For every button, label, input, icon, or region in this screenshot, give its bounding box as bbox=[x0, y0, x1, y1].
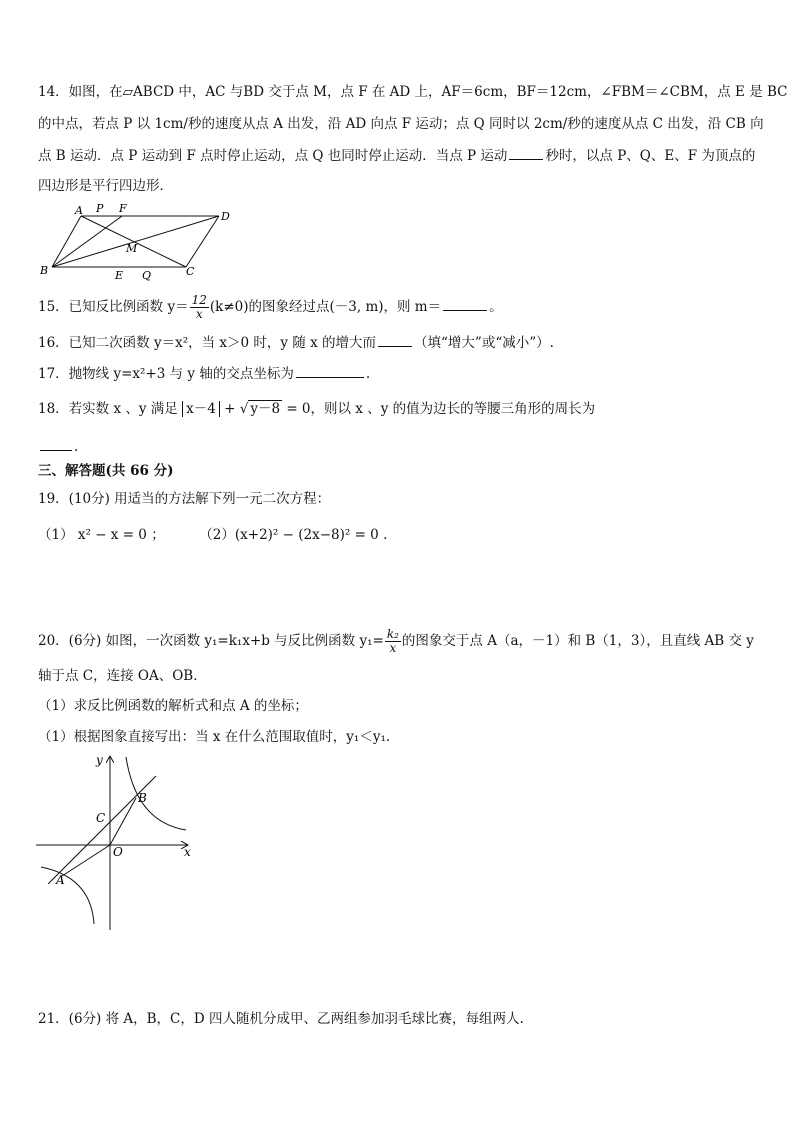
label-x: x bbox=[184, 845, 191, 859]
section-3-title: 三、解答题(共 66 分) bbox=[38, 463, 174, 479]
q21: 21．(6分) 将 A，B，C，D 四人随机分成甲、乙两组参加羽毛球比赛，每组两人. bbox=[38, 1011, 524, 1027]
q20-frac-den: x bbox=[389, 641, 397, 655]
q15 bbox=[38, 292, 503, 322]
q19-part1: （1） x² − x = 0 ； bbox=[38, 527, 165, 543]
q15-mid: (k≠0)的图象经过点(－3, m)，则 m＝ bbox=[209, 299, 442, 315]
label-B: B bbox=[40, 264, 49, 277]
q18 bbox=[38, 400, 595, 418]
q18-answer-blank bbox=[40, 437, 72, 451]
q17-prefix: 17．抛物线 y=x²+3 与 y 轴的交点坐标为 bbox=[38, 366, 294, 382]
q18-plus: + bbox=[219, 401, 240, 417]
label-C: C bbox=[186, 265, 195, 278]
q20-frac-num: k₂ bbox=[386, 627, 399, 641]
q14-line3 bbox=[38, 146, 755, 165]
q17 bbox=[38, 364, 370, 383]
q14-line2: 的中点，若点 P 以 1cm/秒的速度从点 A 出发，沿 AD 向点 F 运动；点 Q 同时以 2cm/秒的速度从点 C 出发，沿 CB 向 bbox=[38, 116, 764, 132]
label-C: C bbox=[96, 811, 106, 825]
q18-abs: x－4 bbox=[182, 401, 220, 417]
q14-parallelogram-figure bbox=[36, 200, 236, 282]
q18-sqrt: y－8 bbox=[250, 401, 281, 417]
q14-line4: 四边形是平行四边形． bbox=[38, 178, 173, 194]
q19-title: 19．(10分) 用适当的方法解下列一元二次方程： bbox=[38, 491, 331, 507]
q18-end: . bbox=[74, 439, 79, 455]
q14-line3b: 秒时，以点 P、Q、E、F 为顶点的 bbox=[545, 148, 756, 164]
q14-answer-blank bbox=[509, 146, 543, 160]
label-B: B bbox=[138, 791, 147, 805]
q16-end: （填“增大”或“减小”）. bbox=[414, 335, 554, 351]
q15-frac-den: x bbox=[195, 307, 203, 321]
q19-part2: （2）(x+2)² − (2x−8)² = 0 . bbox=[199, 527, 388, 543]
q20-graph-figure bbox=[36, 752, 206, 934]
label-Q: Q bbox=[142, 269, 152, 282]
q18-suffix: ，则以 x 、y 的值为边长的等腰三角形的周长为 bbox=[310, 401, 596, 417]
q17-end: . bbox=[365, 366, 371, 382]
q17-answer-blank bbox=[296, 364, 364, 378]
label-D: D bbox=[221, 210, 230, 223]
q20-fraction bbox=[385, 628, 401, 655]
q20-line1 bbox=[38, 626, 754, 656]
label-O: O bbox=[113, 845, 123, 859]
q20-line1-prefix: 20．(6分) 如图，一次函数 y₁=k₁x+b 与反比例函数 y₁= bbox=[38, 633, 384, 649]
q18-prefix: 18．若实数 x 、y 满足 bbox=[38, 401, 183, 417]
label-P: P bbox=[96, 202, 104, 215]
label-E: E bbox=[115, 269, 124, 282]
label-M: M bbox=[126, 242, 138, 255]
label-A: A bbox=[75, 204, 83, 217]
q15-end: 。 bbox=[489, 299, 503, 315]
q15-prefix: 15．已知反比例函数 y＝ bbox=[38, 299, 189, 315]
q15-frac-num: 12 bbox=[191, 293, 207, 307]
label-A: A bbox=[56, 873, 65, 887]
q19-parts bbox=[38, 526, 387, 544]
q15-answer-blank bbox=[443, 297, 487, 311]
q20-line1-suffix: 的图象交于点 A（a，－1）和 B（1，3），且直线 AB 交 y bbox=[401, 633, 754, 649]
q16-prefix: 16．已知二次函数 y＝x²，当 x＞0 时，y 随 x 的增大而 bbox=[38, 335, 377, 351]
label-y: y bbox=[96, 753, 103, 767]
label-F: F bbox=[119, 202, 127, 215]
q18-answer-line bbox=[38, 437, 78, 456]
q20-part1: （1）求反比例函数的解析式和点 A 的坐标； bbox=[38, 698, 308, 714]
q14-line3a: 点 B 运动．点 P 运动到 F 点时停止运动，点 Q 也同时停止运动．当点 P 运动 bbox=[38, 148, 508, 164]
q18-eq: = 0 bbox=[282, 401, 311, 417]
q16 bbox=[38, 333, 554, 352]
q18-sqrt-sign: √ bbox=[239, 401, 249, 417]
q20-part2: （1）根据图象直接写出：当 x 在什么范围取值时，y₁＜y₁. bbox=[38, 729, 391, 745]
q14-line1: 14．如图，在▱ABCD 中，AC 与BD 交于点 M，点 F 在 AD 上，AF＝6cm，BF＝12cm，∠FBM＝∠CBM，点 E 是 BC bbox=[38, 84, 788, 100]
q15-fraction bbox=[190, 294, 209, 321]
q16-answer-blank bbox=[378, 333, 412, 347]
q20-line2: 轴于点 C，连接 OA、OB． bbox=[38, 668, 207, 684]
